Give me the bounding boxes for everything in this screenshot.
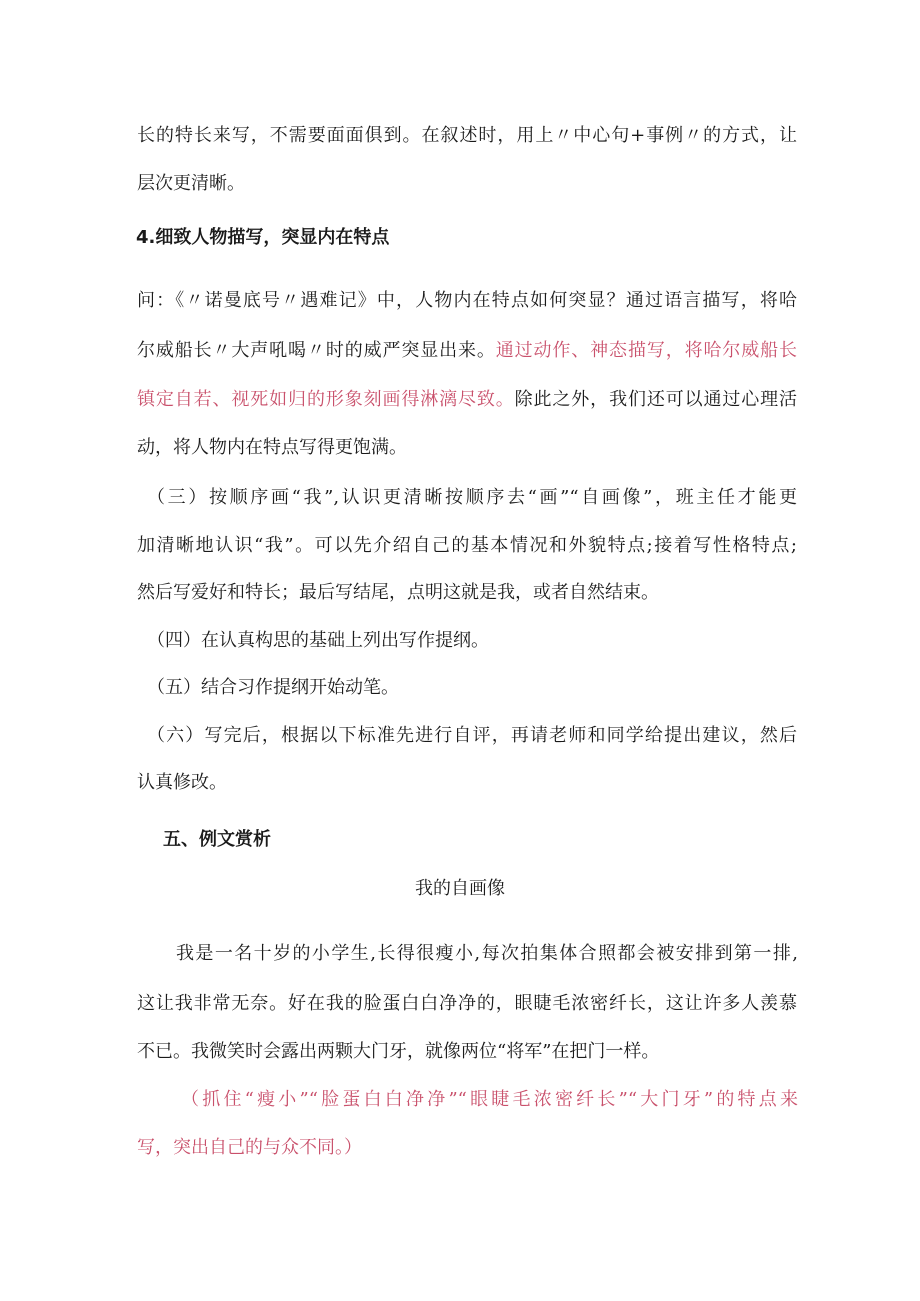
essay-line: 这让我非常无奈。好在我的脸蛋白白净净的，眼睫毛浓密纤长，这让许多人羡慕 [137, 993, 797, 1014]
text-black: 除此之外，我们还可以通过心理活 [514, 389, 797, 410]
paragraph-line: 然后写爱好和特长；最后写结尾，点明这就是我，或者自然结束。 [137, 582, 659, 603]
section-heading-5: 五、例文赏析 [163, 829, 271, 850]
paragraph-line: 加清晰地认识“我”。可以先介绍自己的基本情况和外貌特点;接着写性格特点; [137, 535, 797, 556]
essay-comment-line: 写，突出自己的与众不同。） [137, 1137, 362, 1158]
highlight-text: 通过动作、神态描写，将哈尔威船长 [495, 340, 797, 361]
essay-line: 我是一名十岁的小学生,长得很瘦小,每次拍集体合照都会被安排到第一排, [176, 943, 798, 964]
paragraph-line-mixed [137, 388, 797, 412]
paragraph-line: （五）结合习作提纲开始动笔。 [147, 677, 399, 698]
paragraph-line: （六）写完后，根据以下标准先进行自评，再请老师和同学给提出建议，然后 [147, 725, 797, 746]
paragraph-line: 层次更清晰。 [137, 173, 245, 194]
subheading-4: 4.细致人物描写，突显内在特点 [136, 227, 390, 248]
paragraph-line: 长的特长来写，不需要面面俱到。在叙述时，用上〃中心句+事例〃的方式，让 [137, 125, 797, 146]
text-black: 尔威船长〃大声吼喝〃时的威严突显出来。 [137, 340, 496, 361]
paragraph-line: （四）在认真构思的基础上列出写作提纲。 [147, 630, 489, 651]
essay-title: 我的自画像 [415, 878, 505, 899]
essay-line: 不已。我微笑时会露出两颗大门牙，就像两位“将军”在把门一样。 [137, 1041, 660, 1062]
paragraph-line: （三）按顺序画“我”,认识更清晰按顺序去“画”“自画像”，班主任才能更 [147, 487, 797, 508]
highlight-text: 镇定自若、视死如归的形象刻画得淋漓尽致。 [137, 389, 515, 410]
paragraph-line-mixed [137, 339, 797, 363]
paragraph-line: 动，将人物内在特点写得更饱满。 [137, 437, 407, 458]
essay-comment-line: （抓住“瘦小”“脸蛋白白净净”“眼睫毛浓密纤长”“大门牙”的特点来 [181, 1089, 798, 1110]
paragraph-line: 问：《〃诺曼底号〃遇难记》中，人物内在特点如何突显？通过语言描写，将哈 [137, 290, 797, 311]
paragraph-line: 认真修改。 [137, 772, 227, 793]
